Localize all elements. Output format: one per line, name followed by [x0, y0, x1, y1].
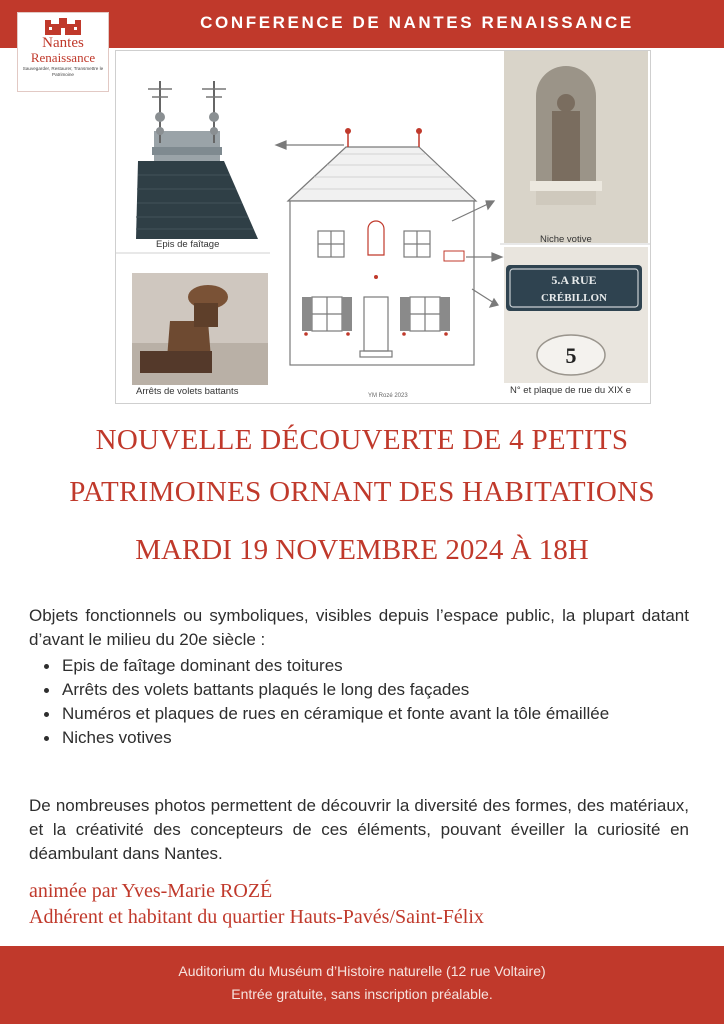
caption-arrets: Arrêts de volets battants: [136, 386, 239, 397]
list-item-text: Epis de faîtage dominant des toitures: [62, 656, 343, 675]
bullet-dot: [44, 736, 49, 741]
logo-tagline: Sauvegarder, Restaurer, Transmettre le Patrimoine: [22, 66, 104, 77]
list-item: [44, 726, 689, 750]
shutter-stop-photo: [132, 273, 268, 385]
list-item: [44, 678, 689, 702]
page-title: CONFERENCE DE NANTES RENAISSANCE: [200, 13, 634, 32]
house-drawing: [288, 147, 476, 365]
list-item-text: Niches votives: [62, 728, 172, 747]
intro-paragraph: Objets fonctionnels ou symboliques, visibles depuis l’espace public, la plupart datant d’avant le milieu du 20e siècle :: [29, 606, 689, 649]
logo-name-line2: Renaissance: [30, 50, 96, 65]
footer-venue: Auditorium du Muséum d’Histoire naturelle (12 rue Voltaire): [178, 963, 546, 979]
logo-name-line1: Nantes: [42, 35, 84, 51]
list-item: [44, 654, 689, 678]
caption-epis: Epis de faîtage: [156, 239, 220, 250]
outro-paragraph: De nombreuses photos permettent de découvrir la diversité des formes, des matériaux, et la créativité des concepteurs de ces éléments, pouvant éveiller la curiosité en déambulant dans Nantes.: [29, 796, 689, 863]
topic-list: [44, 654, 689, 750]
host-line1: animée par Yves-Marie ROZÉ: [29, 880, 273, 902]
bullet-dot: [44, 712, 49, 717]
list-item-text: Numéros et plaques de rues en céramique et fonte avant la tôle émaillée: [62, 704, 610, 723]
footer-band: [0, 946, 724, 1024]
plaque-line1: 5.A RUE: [551, 273, 597, 287]
roof-finial-photo: [116, 51, 270, 251]
list-item: [44, 702, 689, 726]
votive-niche-photo: [504, 51, 648, 243]
street-plaque-photo: [504, 247, 648, 383]
nantes-renaissance-logo: [17, 12, 109, 92]
list-item-text: Arrêts des volets battants plaqués le long des façades: [62, 680, 470, 699]
headline-line1: NOUVELLE DÉCOUVERTE DE 4 PETITS: [95, 424, 629, 456]
caption-niche: Niche votive: [540, 234, 592, 245]
event-datetime: MARDI 19 NOVEMBRE 2024 À 18H: [135, 534, 589, 566]
caption-plaque: N° et plaque de rue du XIX e: [510, 385, 632, 396]
illustration-panel: [115, 50, 651, 404]
plaque-number: 5: [565, 343, 577, 368]
house-diagram: [116, 51, 650, 403]
headline-line2: PATRIMOINES ORNANT DES HABITATIONS: [69, 476, 655, 508]
host-line2: Adhérent et habitant du quartier Hauts-Pavés/Saint-Félix: [29, 906, 484, 928]
illustration-credit: YM Rozé 2023: [368, 393, 408, 399]
plaque-line2: CRÉBILLON: [540, 292, 608, 304]
castle-icon: [41, 17, 85, 35]
bullet-dot: [44, 688, 49, 693]
footer-admission: Entrée gratuite, sans inscription préalable.: [231, 986, 493, 1002]
bullet-dot: [44, 664, 49, 669]
